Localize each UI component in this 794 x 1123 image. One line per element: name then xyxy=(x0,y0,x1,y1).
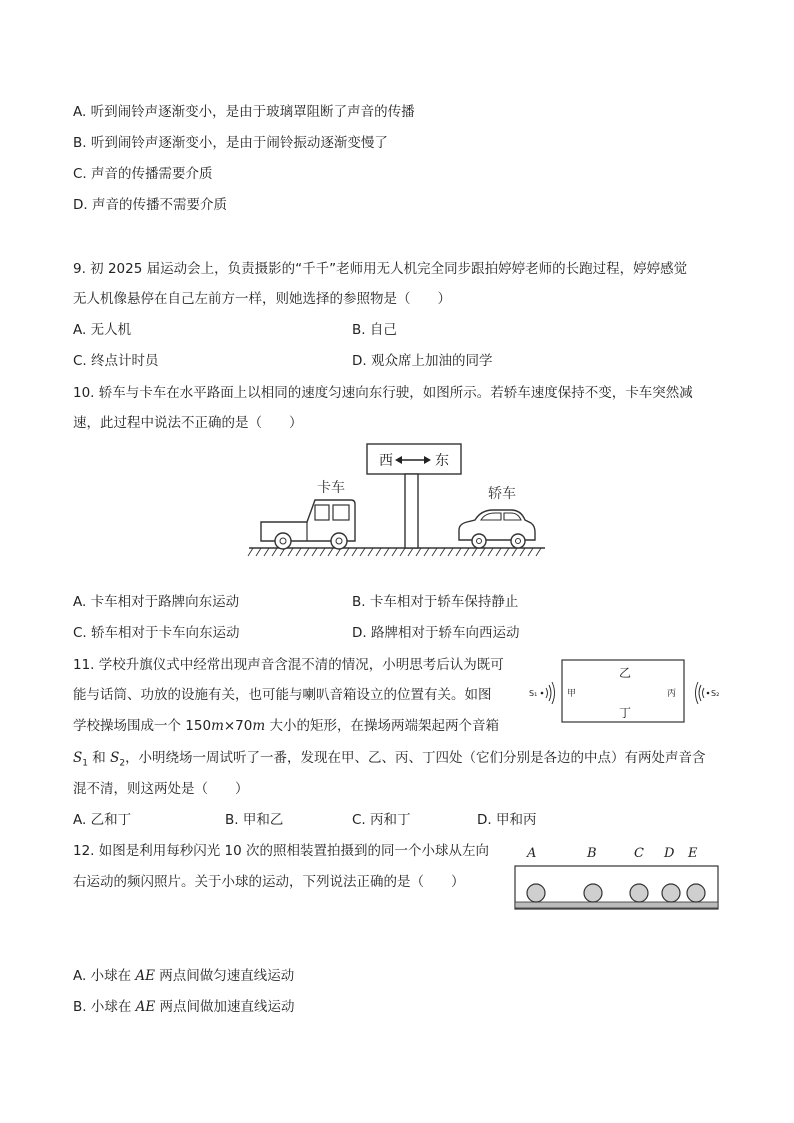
q9-option-c: C. 终点计时员 xyxy=(73,353,159,369)
q11-option-a: A. 乙和丁 xyxy=(73,812,132,828)
ball-e xyxy=(687,884,705,902)
q12-label-a: A xyxy=(527,846,537,861)
q12-option-b: B. 小球在 AE 两点间做加速直线运动 xyxy=(73,999,295,1015)
road-sign xyxy=(367,444,461,548)
q11-stem-line3: 学校操场围成一个 150m×70m 大小的矩形，在操场两端架起两个音箱 xyxy=(73,718,499,734)
q10-figure xyxy=(245,440,545,558)
q9-option-b: B. 自己 xyxy=(352,322,397,338)
q11-stem-line4: $S_1$ 和 $S_2$，小明绕场一周试听了一番，发现在甲、乙、丙、丁四处（它们分别是各边的中点）有两处声音含 xyxy=(73,750,706,769)
q12-option-a: A. 小球在 AE 两点间做匀速直线运动 xyxy=(73,968,295,984)
q8-option-d: D. 声音的传播不需要介质 xyxy=(73,197,227,213)
speaker-s1-label: S₁ xyxy=(529,689,538,698)
ball-d xyxy=(662,884,680,902)
sign-east-label: 东 xyxy=(435,453,449,469)
q9-stem-line1: 9. 初 2025 届运动会上，负责摄影的“千千”老师用无人机完全同步跟拍婷婷老师的长跑过程，婷婷感觉 xyxy=(73,261,688,277)
q8-option-b: B. 听到闹铃声逐渐变小，是由于闹铃振动逐渐变慢了 xyxy=(73,135,388,151)
sign-west-label: 西 xyxy=(379,453,393,469)
q10-stem-line1: 10. 轿车与卡车在水平路面上以相同的速度匀速向东行驶，如图所示。若轿车速度保持不变，卡车突然减 xyxy=(73,385,693,401)
q9-stem-line2: 无人机像悬停在自己左前方一样，则她选择的参照物是（ ） xyxy=(73,291,451,307)
q11-label-left: 甲 xyxy=(567,689,577,699)
q9-option-a: A. 无人机 xyxy=(73,322,132,338)
q11-option-d: D. 甲和丙 xyxy=(477,812,537,828)
q12-label-c: C xyxy=(634,846,644,861)
car-drawing xyxy=(459,486,535,548)
q12-label-e: E xyxy=(688,846,698,861)
q9-option-d: D. 观众席上加油的同学 xyxy=(352,353,493,369)
truck-label: 卡车 xyxy=(317,480,345,496)
q12-stem-line2: 右运动的频闪照片。关于小球的运动，下列说法正确的是（ ） xyxy=(73,874,465,890)
q8-option-c: C. 声音的传播需要介质 xyxy=(73,166,213,182)
q11-label-top: 乙 xyxy=(619,666,632,680)
ball-c xyxy=(630,884,648,902)
q10-option-a: A. 卡车相对于路牌向东运动 xyxy=(73,594,240,610)
q12-figure xyxy=(512,842,722,914)
q10-option-d: D. 路牌相对于轿车向西运动 xyxy=(352,625,520,641)
q11-stem-line2: 能与话筒、功放的设施有关，也可能与喇叭音箱设立的位置有关。如图 xyxy=(73,687,492,703)
q10-option-b: B. 卡车相对于轿车保持静止 xyxy=(352,594,519,610)
truck-drawing xyxy=(261,479,355,549)
q10-option-c: C. 轿车相对于卡车向东运动 xyxy=(73,625,240,641)
q11-option-b: B. 甲和乙 xyxy=(225,812,284,828)
q12-stem-line1: 12. 如图是利用每秒闪光 10 次的照相装置拍摄到的同一个小球从左向 xyxy=(73,843,490,859)
q12-label-d: D xyxy=(664,846,675,861)
ball-b xyxy=(584,884,602,902)
q11-stem-line5: 混不清，则这两处是（ ） xyxy=(73,781,249,797)
q11-label-bottom: 丁 xyxy=(619,706,632,720)
q8-option-a: A. 听到闹铃声逐渐变小，是由于玻璃罩阻断了声音的传播 xyxy=(73,104,415,120)
q11-label-right: 丙 xyxy=(667,689,677,699)
q10-stem-line2: 速，此过程中说法不正确的是（ ） xyxy=(73,415,303,431)
q11-figure xyxy=(525,655,725,727)
ball-a xyxy=(527,884,545,902)
q11-stem-line1: 11. 学校升旗仪式中经常出现声音含混不清的情况，小明思考后认为既可 xyxy=(73,657,504,673)
q12-label-b: B xyxy=(587,846,597,861)
speaker-s2-label: S₂ xyxy=(711,689,720,698)
q11-option-c: C. 丙和丁 xyxy=(352,812,411,828)
car-label: 轿车 xyxy=(488,486,516,502)
